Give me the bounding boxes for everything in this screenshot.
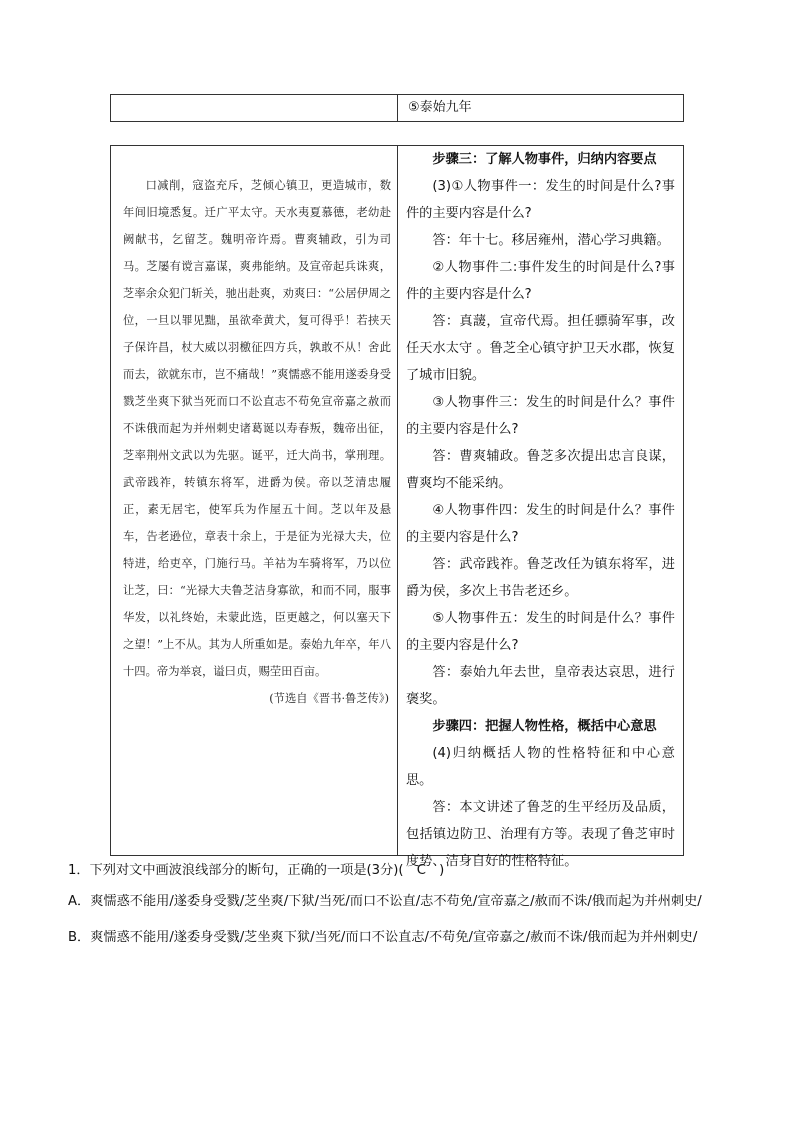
analysis-line: ⑤人物事件五：发生的时间是什么？事件的主要内容是什么? (406, 611, 675, 653)
analysis-line: 答：真蘐，宣帝代焉。担任骠骑军事，改任天水太守 。鲁芝全心镇守护卫天水郡，恢复了城市旧貌。 (406, 314, 675, 383)
analysis-line: 答：泰始九年去世，皇帝表达哀思，进行褒奖。 (406, 665, 675, 707)
option-b: B．爽懦惑不能用/遂委身受戮/芝坐爽下狱/当死/而口不讼直志/不苟免/宣帝嘉之/赦而不诛/俄而起为并州刺史/ (68, 930, 698, 945)
question-stem: 1．下列对文中画波浪线部分的断句，正确的一项是(3分)( C ) (68, 863, 445, 878)
analysis-line: ③人物事件三：发生的时间是什么？事件的主要内容是什么? (406, 395, 675, 437)
analysis-line: 答：曹爽辅政。鲁芝多次提出忠言良谋，曹爽均不能采纳。 (406, 449, 675, 491)
analysis-line: (4)归纳概括人物的性格特征和中心意思。 (406, 746, 675, 788)
top-table-left-cell (111, 95, 398, 121)
analysis-line: (3)①人物事件一：发生的时间是什么?事件的主要内容是什么? (406, 179, 675, 221)
analysis-line: 答：年十七。移居雍州，潜心学习典籍。 (432, 233, 670, 248)
analysis-line: 答：本文讲述了鲁芝的生平经历及品质，包括镇边防卫、治理有方等。表现了鲁芝审时度势、洁身自好的性格特征。 (406, 800, 675, 869)
step4-title: 步骤四：把握人物性格，概括中心意思 (432, 719, 657, 734)
option-a: A．爽懦惑不能用/遂委身受戮/芝坐爽/下狱/当死/而口不讼直/志不苟免/宣帝嘉之/赦而不诛/俄而起为并州刺史/ (68, 894, 702, 909)
passage-source: (节选自《晋书·鲁芝传》) (269, 692, 389, 705)
reading-table (110, 145, 684, 869)
step3-title: 步骤三：了解人物事件，归纳内容要点 (432, 152, 657, 167)
analysis-line: ②人物事件二:事件发生的时间是什么?事件的主要内容是什么? (406, 260, 675, 302)
analysis-line: ④人物事件四：发生的时间是什么？事件的主要内容是什么? (406, 503, 675, 545)
top-table-row (110, 94, 684, 122)
passage-text: 口减削，寇盗充斥，芝倾心镇卫，更造城市，数年间旧境悉复。迁广平太守。天水夷夏慕德，老幼赴阙献书，乞留芝。魏明帝许焉。曹爽辅政，引为司马。芝屡有谠言嘉谋，爽弗能纳。及宣帝起兵诛爽，芝率余众犯门斩关，驰出赴爽，劝爽曰：“公居伊周之位，一旦以罪见黜，虽欲牵黄犬，复可得乎！若挟天子保许昌，杖大威以羽檄征四方兵，孰敢不从！舍此而去，欲就东市，岂不痛哉！”爽懦惑不能用遂委身受戮芝坐爽下狱当死而口不讼直志不苟免宣帝嘉之赦而不诛俄而起为并州刺史诸葛诞以寿春叛，魏帝出征，芝率荆州文武以为先驱。诞平，迁大尚书，掌刑理。武帝践祚，转镇东将军，进爵为侯。帝以芝清忠履正，素无居宅，使军兵为作屋五十间。芝以年及悬车，告老逊位，章表十余上，于是征为光禄大夫，位特进，给吏卒，门施行马。羊祜为车骑将军，乃以位让芝，曰：“光禄大夫鲁芝洁身寡欲，和而不同，服事华发，以礼终始，未蒙此选，臣更越之，何以塞天下之望！”上不从。其为人所重如是。泰始九年卒，年八十四。帝为举哀，谥曰贞，赐茔田百亩。 (123, 179, 391, 678)
passage-column (111, 146, 398, 855)
analysis-line: 答：武帝践祚。鲁芝改任为镇东将军，进爵为侯，多次上书告老还乡。 (406, 557, 675, 599)
top-table-right-cell: ⑤泰始九年 (408, 100, 472, 115)
question-block (68, 858, 728, 960)
analysis-column (398, 146, 683, 869)
